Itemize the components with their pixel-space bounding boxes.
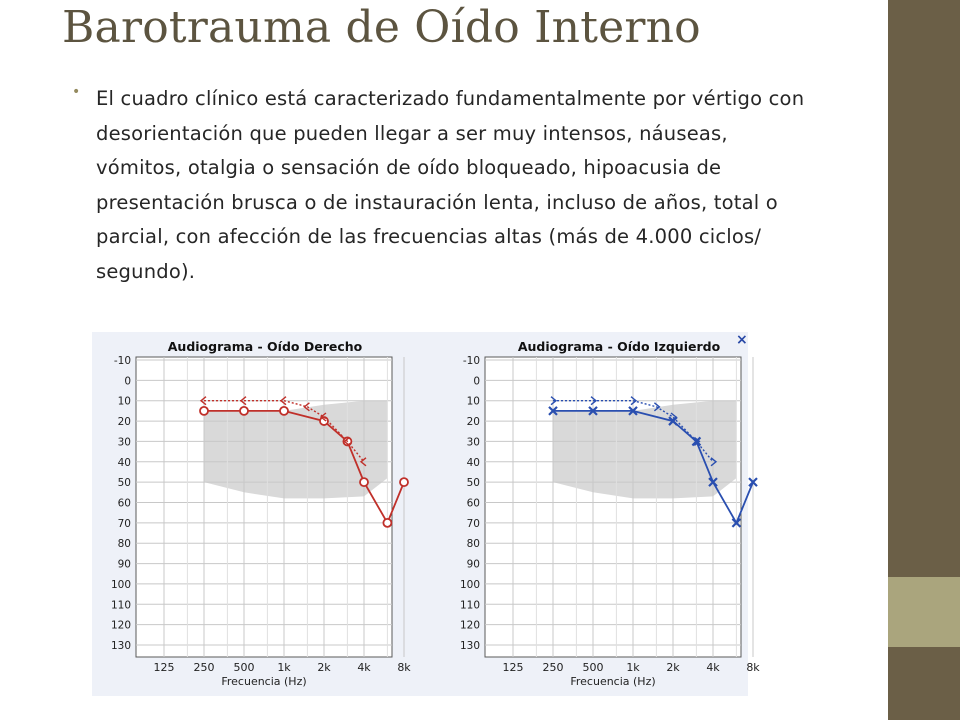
data-point-circle [280, 407, 288, 415]
x-tick-label: 250 [542, 661, 564, 674]
y-tick-label: 30 [466, 436, 480, 449]
bullet-text: El cuadro clínico está caracterizado fundamentalmente por vértigo con desorientación que pueden llegar a ser muy intensos, náuseas, vómitos, otalgia o sensación de oído bloqueado, hipoacusia de presentación brusca o de instauración lenta, incluso de años, total o parcial, con afección de las frecuencias altas (más de 4.000 ciclos/ segundo). [96, 87, 805, 283]
x-tick-label: 125 [153, 661, 175, 674]
y-tick-label: 70 [117, 517, 131, 530]
x-axis-label: Frecuencia (Hz) [570, 675, 656, 688]
x-tick-label: 8k [746, 661, 760, 674]
speech-banana-area [553, 401, 736, 499]
y-tick-label: 110 [110, 599, 131, 612]
audiogram-panel-left [460, 339, 760, 688]
y-tick-label: 90 [466, 558, 480, 571]
x-tick-label: 500 [582, 661, 604, 674]
y-tick-label: 50 [117, 477, 131, 490]
y-tick-label: 120 [459, 619, 480, 632]
data-point-circle [360, 478, 368, 486]
y-tick-label: 110 [459, 599, 480, 612]
y-tick-label: 80 [466, 538, 480, 551]
audiogram-svg [92, 332, 760, 696]
y-tick-label: 40 [466, 456, 480, 469]
y-tick-label: 40 [117, 456, 131, 469]
x-tick-label: 500 [233, 661, 255, 674]
decorative-side-band [888, 0, 960, 720]
x-tick-label: 250 [193, 661, 215, 674]
y-tick-label: 20 [117, 416, 131, 429]
y-tick-label: 80 [117, 538, 131, 551]
audiogram-panel-right [111, 339, 411, 688]
y-tick-label: 30 [117, 436, 131, 449]
data-point-circle [320, 417, 328, 425]
x-tick-label: 1k [277, 661, 291, 674]
x-tick-label: 125 [502, 661, 524, 674]
x-tick-label: 2k [666, 661, 680, 674]
y-tick-label: -10 [462, 355, 480, 367]
x-tick-label: 4k [706, 661, 720, 674]
y-tick-label: 0 [473, 375, 480, 388]
x-tick-label: 8k [397, 661, 411, 674]
y-tick-label: 10 [466, 395, 480, 408]
slide-title: Barotrauma de Oído Interno [62, 2, 701, 53]
y-tick-label: 100 [459, 578, 480, 591]
bullet-marker: • [72, 84, 81, 100]
chart-title: Audiograma - Oído Derecho [167, 339, 363, 354]
y-tick-label: 130 [110, 640, 131, 652]
audiogram-figure [92, 332, 760, 696]
y-tick-label: 60 [117, 497, 131, 510]
y-tick-label: 90 [117, 558, 131, 571]
data-point-circle [200, 407, 208, 415]
y-tick-label: 0 [124, 375, 131, 388]
data-point-circle [383, 519, 391, 527]
y-tick-label: 60 [466, 497, 480, 510]
y-tick-label: 120 [110, 619, 131, 632]
data-point-circle [400, 478, 408, 486]
chart-title: Audiograma - Oído Izquierdo [517, 339, 721, 354]
x-tick-label: 2k [317, 661, 331, 674]
data-point-circle [240, 407, 248, 415]
y-tick-label: 20 [466, 416, 480, 429]
y-tick-label: -10 [113, 355, 131, 367]
side-band-accent [888, 577, 960, 647]
y-tick-label: 100 [110, 578, 131, 591]
y-tick-label: 10 [117, 395, 131, 408]
y-tick-label: 130 [459, 640, 480, 652]
close-icon[interactable]: × [736, 332, 748, 348]
x-tick-label: 1k [626, 661, 640, 674]
y-tick-label: 70 [466, 517, 480, 530]
y-tick-label: 50 [466, 477, 480, 490]
x-tick-label: 4k [357, 661, 371, 674]
bullet-list [72, 82, 807, 290]
x-axis-label: Frecuencia (Hz) [221, 675, 307, 688]
